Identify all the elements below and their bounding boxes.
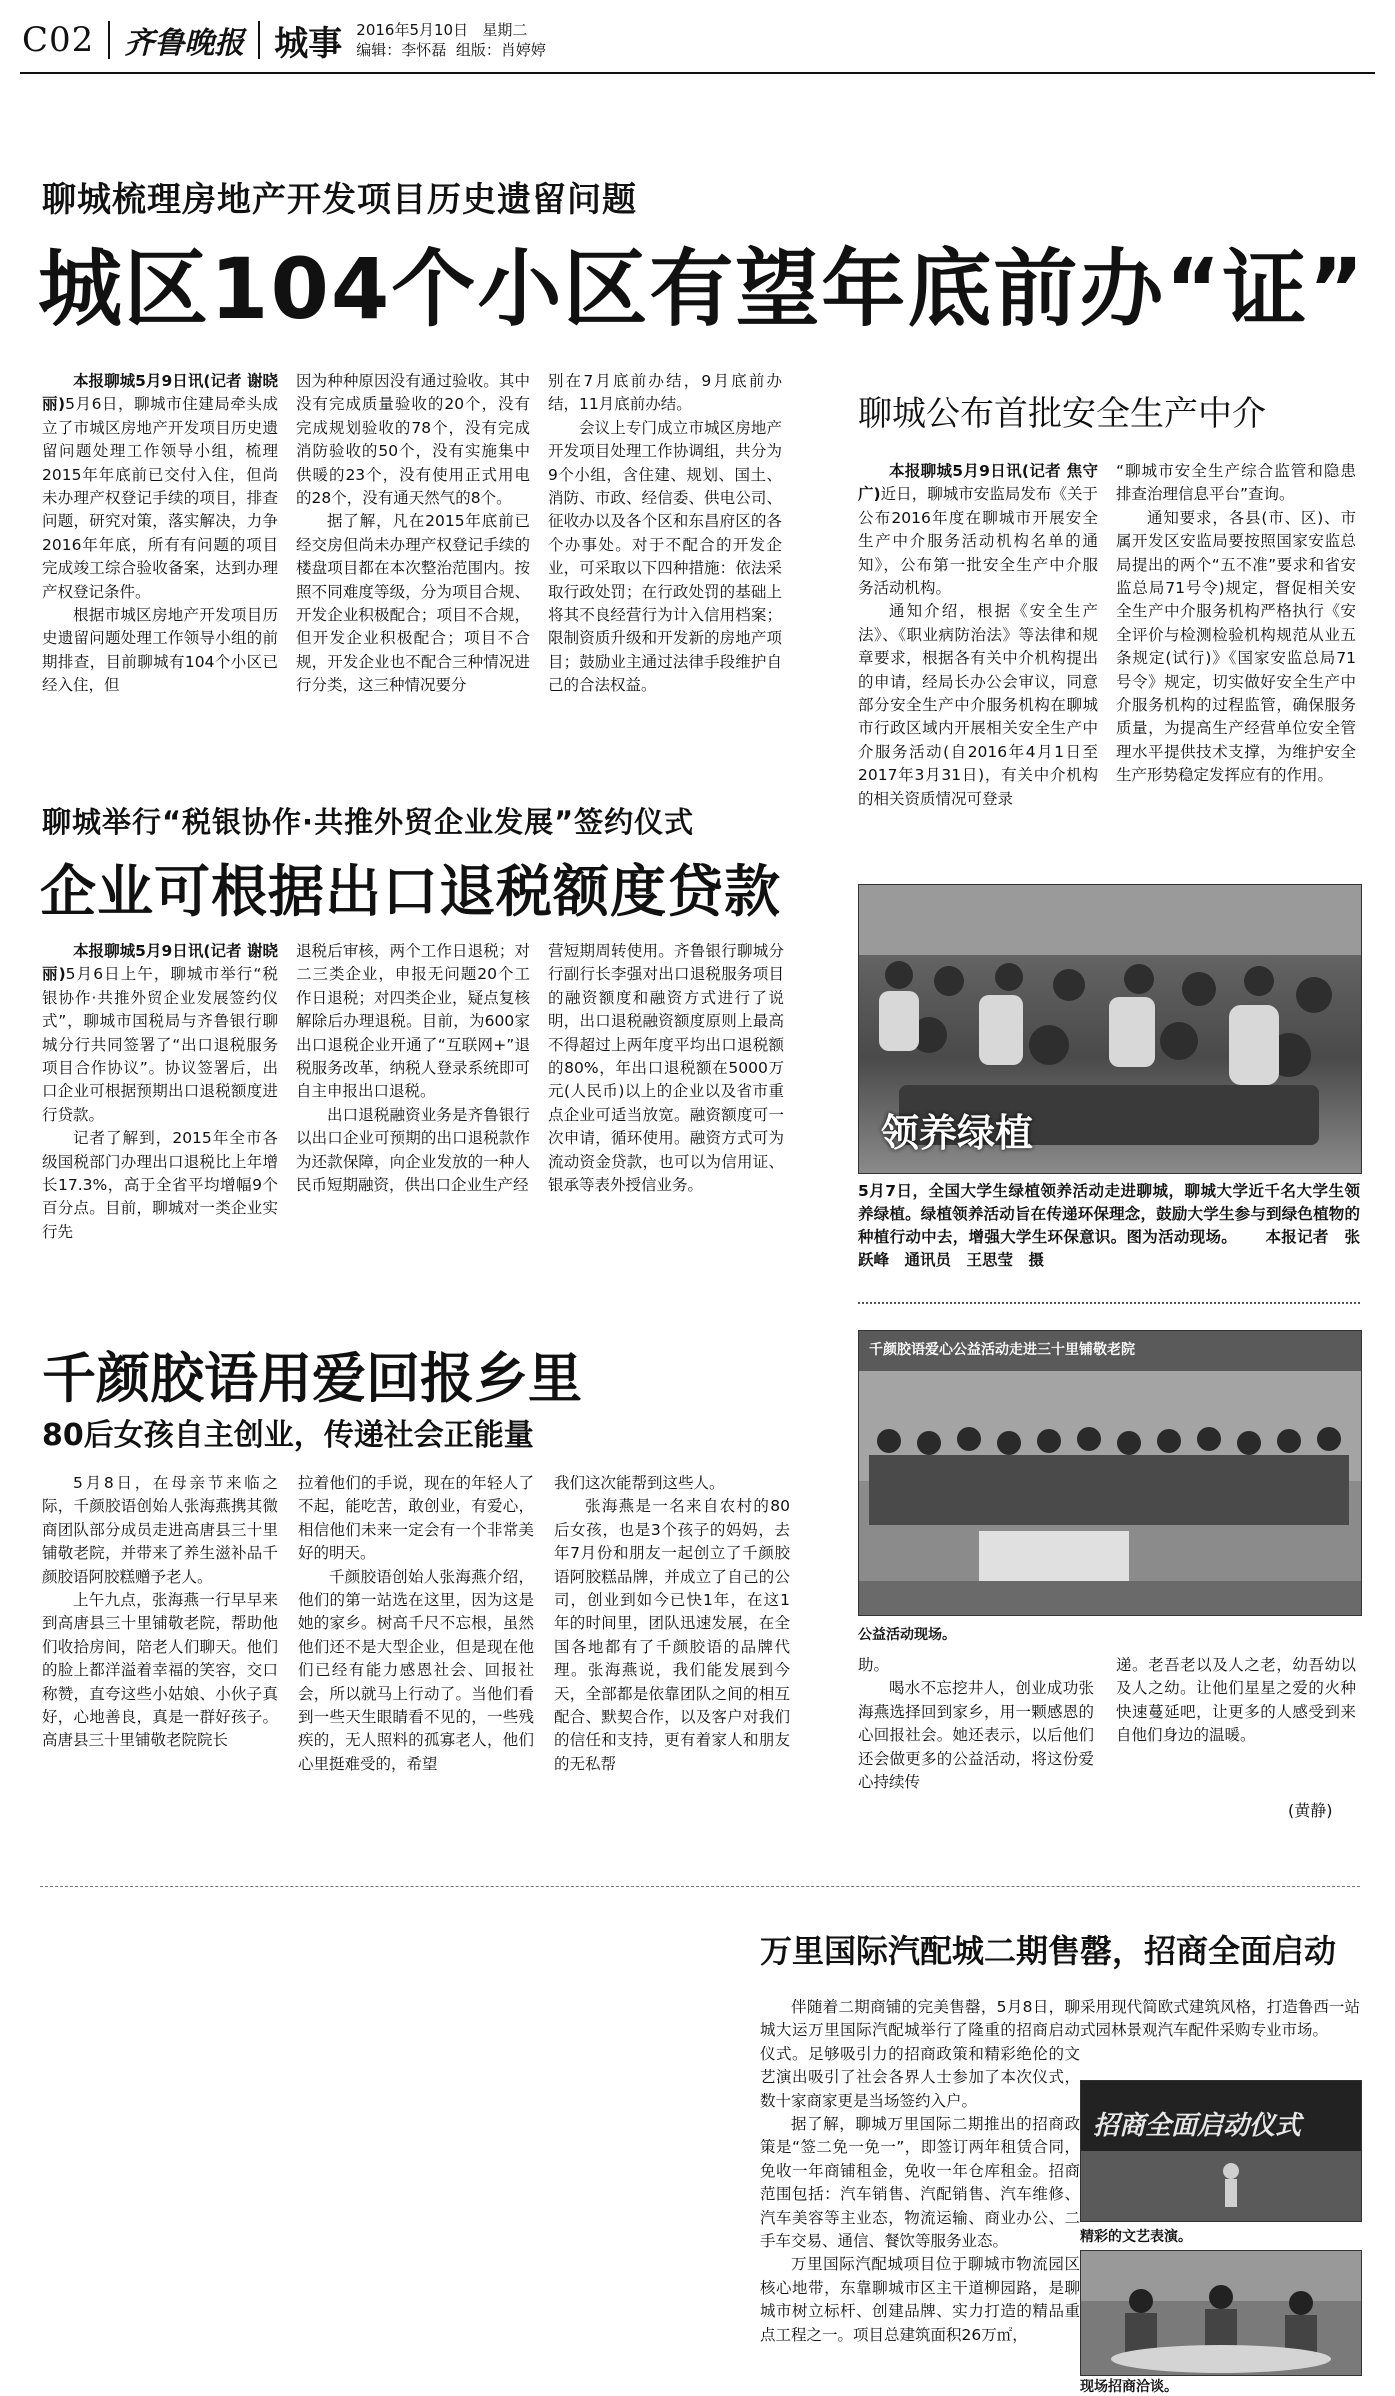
green-plant-caption: 5月7日，全国大学生绿植领养活动走进聊城，聊城大学近千名大学生领养绿植。绿植领养活动旨在传递环保理念，鼓励大学生参与到绿色植物的种植行动中去，增强大学生环保意识。图为活动现场。 本报记者 张跃峰 通讯员 王思莹 摄 <box>858 1182 1360 1269</box>
charity-scene <box>859 1331 1361 1615</box>
article5-headline: 万里国际汽配城二期售罄，招商全面启动 <box>760 1932 1337 1970</box>
page-header <box>22 14 546 66</box>
article3-byline: 本报聊城5月9日讯(记者 谢晓丽) <box>42 942 278 984</box>
article4-column-4: 助。 喝水不忘挖井人，创业成功张海燕选择回到家乡，用一颗感恩的心回报社会。她还表示，以后他们还会做更多的公益活动，将这份爱心持续传 <box>858 1656 1094 1792</box>
performance-photo <box>1080 2080 1362 2222</box>
article5-column-1: 伴随着二期商铺的完美售罄，5月8日，聊城大运万里国际汽配城举行了隆重的招商启动仪式。足够吸引力的招商政策和精彩绝伦的文艺演出吸引了社会各界人士参加了本次仪式，数十家商家更是当场签约入户。 据了解，聊城万里国际二期推出的招商政策是“签二免一免一”，即签订两年租赁合同，免收一年商铺租金，免收一年仓库租金。招商范围包括：汽车销售、汽配销售、汽车维修、汽车美容等主业态，物流运输、商业办公、二手车交易、通信、餐饮等服务业态。 万里国际汽配城项目位于聊城市物流园区核心地带，东靠聊城市区主干道柳园路，是聊城市树立标杆、创建品牌、实力打造的精品重点工程之一。项目总建筑面积26万㎡， <box>760 1998 1080 2344</box>
section-separator <box>40 1886 1360 1887</box>
issue-date: 2016年5月10日 <box>356 21 469 39</box>
article4-headline: 千颜胶语用爱回报乡里 <box>42 1347 582 1410</box>
header-rule <box>20 72 1375 74</box>
article4-subhead: 80后女孩自主创业，传递社会正能量 <box>42 1418 534 1453</box>
article4-column-5: 递。老吾老以及人之老，幼吾幼以及人之幼。让他们星星之爱的火种快速蔓延吧，让更多的人感受到来自他们身边的温暖。 <box>1116 1656 1356 1745</box>
article3-kicker: 聊城举行“税银协作·共推外贸企业发展”签约仪式 <box>42 805 695 839</box>
photo-credit: 本报记者 张跃峰 通讯员 王思莹 摄 <box>858 1228 1360 1269</box>
page-number: C02 <box>22 20 95 60</box>
stage-banner: 招商全面启动仪式 <box>1093 2111 1302 2141</box>
section-name: 城事 <box>274 23 343 64</box>
article4-column-1: 5月8日，在母亲节来临之际，千颜胶语创始人张海燕携其微商团队部分成员走进高唐县三十里铺敬老院，并带来了养生滋补品千颜胶语阿胶糕赠予老人。 上午九点，张海燕一行早早来到高唐县三十里铺敬老院，帮助他们收拾房间，陪老人们聊天。他们的脸上都洋溢着幸福的笑容，交口称赞，直夸这些小姑娘、小伙子真好，心地善良，真是一群好孩子。高唐县三十里铺敬老院院长 <box>42 1474 278 1750</box>
layout-editor: 组版：肖婷婷 <box>455 41 546 59</box>
article3-column-2: 退税后审核，两个工作日退税；对二三类企业，申报无问题20个工作日退税；对四类企业，疑点复核解除后办理退税。目前，为600家出口退税企业开通了“互联网+”退税服务改革，纳税人登录系统即可自主申报出口退税。 出口退税融资业务是齐鲁银行以出口企业可预期的出口退税款作为还款保障，向企业发放的一种人民币短期融资，供出口企业生产经 <box>296 942 530 1195</box>
charity-banner: 千颜胶语爱心公益活动走进三十里铺敬老院 <box>869 1342 1135 1358</box>
newspaper-logo: 齐鲁晚报 <box>124 26 245 61</box>
article3-column-3: 营短期周转使用。齐鲁银行聊城分行副行长李强对出口退税服务项目的融资额度和融资方式进行了说明，出口退税融资额度原则上最高不得超过上两年度平均出口退税额的80%，年出口退税额在5000万元(人民币)以上的企业以及省市重点企业可适当放宽。融资额度可一次申请，循环使用。融资方式可为流动资金贷款，也可以为信用证、银承等表外授信业务。 <box>548 942 784 1195</box>
negotiation-caption: 现场招商洽谈。 <box>1080 2379 1178 2395</box>
article5-column-2: 采用现代简欧式建筑风格，打造鲁西一站式园林景观汽车配件采购专业市场。 <box>1080 1998 1360 2040</box>
article1-column-1: 本报聊城5月9日讯(记者 谢晓丽)5月6日，聊城市住建局牵头成立了市城区房地产开发项目历史遗留问题处理工作领导小组，梳理2015年年底前已交付入住，但尚未办理产权登记手续的项目，排查问题，研究对策，落实解决，力争2016年年底，所有有问题的项目完成竣工综合验收备案，达到办理产权登记条件。 根据市城区房地产开发项目历史遗留问题处理工作领导小组的前期排查，目前聊城有104个小区已经入住，但 <box>42 372 278 695</box>
article4-author: (黄静) <box>1288 1801 1333 1820</box>
article1-byline: 本报聊城5月9日讯(记者 谢晓丽) <box>42 372 278 414</box>
header-divider <box>258 21 260 59</box>
article3-headline: 企业可根据出口退税额度贷款 <box>40 860 781 925</box>
performance-caption: 精彩的文艺表演。 <box>1080 2229 1192 2245</box>
editor: 编辑：李怀磊 <box>356 41 447 59</box>
stage-scene <box>1081 2081 1361 2221</box>
charity-photo-caption: 公益活动现场。 <box>858 1627 956 1643</box>
section-separator <box>858 1302 1360 1304</box>
article2-column-1: 本报聊城5月9日讯(记者 焦守广)近日，聊城市安监局发布《关于公布2016年度在聊城市开展安全生产中介服务活动机构名单的通知》，公布第一批安全生产中介服务活动机构。 通知介绍，根据《安全生产法》、《职业病防治法》等法律和规章要求，根据各有关中介机构提出的申请，经局长办公会审议，同意部分安全生产中介服务机构在聊城市行政区域内开展相关安全生产中介服务活动(自2016年4月1日至2017年3月31日)，有关中介机构的相关资质情况可登录 <box>858 462 1098 808</box>
photo-label: 领养绿植 <box>881 1111 1034 1155</box>
article1-column-3: 别在7月底前办结，9月底前办结，11月底前办结。 会议上专门成立市城区房地产开发项目处理工作协调组，共分为9个小组，含住建、规划、国土、消防、市政、经信委、供电公司、征收办以及各个区和东昌府区的各个办事处。对于不配合的开发企业，可采取以下四种措施：依法采取行政处罚；在行政处罚的基础上将其不良经营行为计入信用档案；限制资质升级和开发新的房地产项目；鼓励业主通过法律手段维护自己的合法权益。 <box>548 372 782 695</box>
article1-kicker: 聊城梳理房地产开发项目历史遗留问题 <box>42 180 637 220</box>
article1-headline: 城区104个小区有望年底前办“证” <box>38 240 1366 338</box>
article4-column-3: 我们这次能帮到这些人。 张海燕是一名来自农村的80后女孩，也是3个孩子的妈妈，去年7月份和朋友一起创立了千颜胶语阿胶糕品牌，并成立了自己的公司，创业到如今已快1年，在这1年的时间里，团队迅速发展，在全国各地都有了千颜胶语的品牌代理。张海燕说，我们能发展到今天，全部都是依靠团队之间的相互配合、默契合作，以及客户对我们的信任和支持，更有着家人和朋友的无私帮 <box>554 1474 790 1773</box>
green-plant-photo <box>858 884 1362 1174</box>
negotiation-photo <box>1080 2250 1362 2376</box>
negotiation-scene <box>1081 2251 1361 2375</box>
header-divider <box>108 21 110 59</box>
charity-photo <box>858 1330 1362 1616</box>
article1-column-2: 因为种种原因没有通过验收。其中没有完成质量验收的20个，没有完成规划验收的78个，没有完成消防验收的50个，没有实施集中供暖的23个，没有使用正式用电的28个，没有通天然气的8个。 据了解，凡在2015年底前已经交房但尚未办理产权登记手续的楼盘项目都在本次整治范围内。按照不同难度等级，分为项目合规、开发企业积极配合；项目不合规，但开发企业积极配合；项目不合规，开发企业也不配合三种情况进行分类，这三种情况要分 <box>296 372 530 695</box>
article3-column-1: 本报聊城5月9日讯(记者 谢晓丽)5月6日上午，聊城市举行“税银协作·共推外贸企业发展签约仪式”，聊城市国税局与齐鲁银行聊城分行共同签署了“出口退税服务项目合作协议”。协议签署后，出口企业可根据预期出口退税额度进行贷款。 记者了解到，2015年全市各级国税部门办理出口退税比上年增长17.3%，高于全省平均增幅9个百分点。目前，聊城对一类企业实行先 <box>42 942 278 1241</box>
article2-byline: 本报聊城5月9日讯(记者 焦守广) <box>858 462 1098 504</box>
header-meta <box>356 20 546 60</box>
article2-column-2: “聊城市安全生产综合监管和隐患排查治理信息平台”查询。 通知要求，各县(市、区)、市属开发区安监局要按照国家安监总局提出的两个“五不准”要求和省安监总局71号令)规定，督促相关安全生产中介服务机构严格执行《安全评价与检测检验机构规范从业五条规定(试行)》《国家安监总局71号令》规定，切实做好安全生产中介服务机构的过程监管，确保服务质量，为提高生产经营单位安全管理水平提供技术支撑，为维护安全生产形势稳定发挥应有的作用。 <box>1116 462 1356 785</box>
weekday: 星期二 <box>482 21 528 39</box>
article2-headline: 聊城公布首批安全生产中介 <box>858 394 1266 434</box>
article4-column-2: 拉着他们的手说，现在的年轻人了不起，能吃苦，敢创业，有爱心，相信他们未来一定会有一个非常美好的明天。 千颜胶语创始人张海燕介绍，他们的第一站选在这里，因为这是她的家乡。树高千尺不忘根，虽然他们还不是大型企业，但是现在他们已经有能力感恩社会、回报社会，所以就马上行动了。当他们看到一些天生眼睛看不见的，一些残疾的，无人照料的孤寡老人，他们心里挺难受的，希望 <box>298 1474 534 1773</box>
